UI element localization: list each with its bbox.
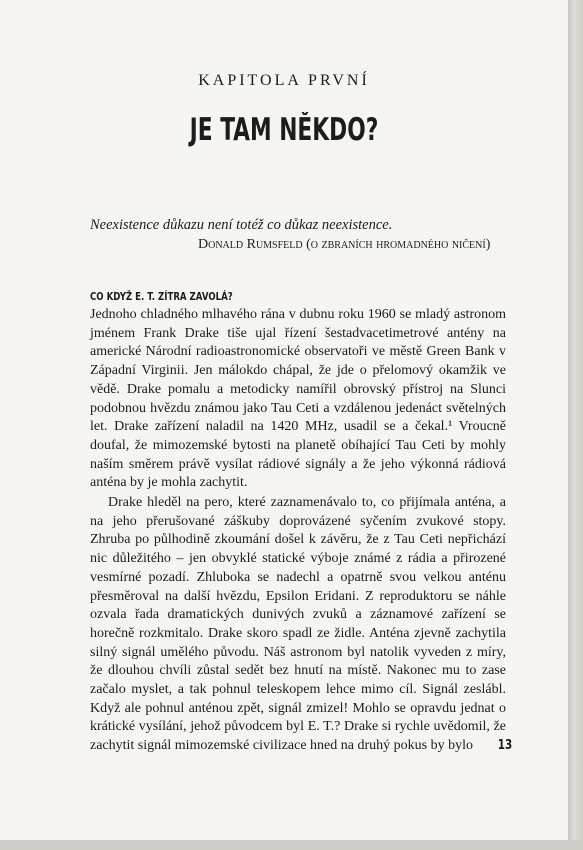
page-number: 13 [497, 738, 513, 753]
epigraph [90, 216, 510, 254]
scan-bottom-edge [0, 840, 583, 850]
page-edge [568, 0, 583, 850]
chapter-label: KAPITOLA PRVNÍ [198, 72, 370, 89]
chapter-title: JE TAM NĚKDO? [189, 112, 379, 148]
paragraph: Jednoho chladného mlhavého rána v dubnu roku 1960 se mladý astronom jménem Frank Drake tiše ujal řízení šestadvacetimetrové antény na americké Národní radioastronomické observatoři ve městě Green Bank v Západní Virginii. Jen málokdo chápal, že jde o přelomový okamžik ve vědě. Drake pomalu a metodicky namířil obrovský přístroj na Slunci podobnou hvězdu známou jako Tau Ceti a vzdálenou jedenáct světelných let. Drake zařízení naladil na 1420 MHz, usadil se a čekal.¹ Vroucně doufal, že mimozemské bytosti na planetě obíhající Tau Ceti by mohly naším směrem právě vysílat rádiové signály a že jeho výkonná rádiová anténa by je mohla zachytit. [90, 307, 506, 491]
body-text [90, 306, 506, 756]
paragraph: Drake hleděl na pero, které zaznamenávalo to, co přijímala anténa, a na jeho přerušované záškuby doprovázené syčením zvukové stopy. Zhruba po půlhodině zkoumání došel k závěru, že z Tau Ceti nepřichází nic důležitého – jen obvyklé statické výboje známé z rádia a přirozené vesmírné pozadí. Zhluboka se nadechl a opatrně svou velkou anténu přesměroval na další hvězdu, Epsilon Eridani. Z reproduktoru se náhle ozvala řada dramatických dunivých zvuků a záznamové zařízení se horečně rozkmitalo. Drake skoro spadl ze židle. Anténa zjevně zachytila silný signál umělého původu. Náš astronom byl natolik vyveden z míry, že dlouhou chvíli zůstal sedět bez hnutí na místě. Nakonec mu to zase začalo myslet, a tak pohnul teleskopem lehce mimo cíl. Signál zeslábl. Když ale pohnul anténou zpět, signál zmizel! Mohlo se opravdu jednat o krátické vysílání, jehož původcem byl E. T.? Drake si rychle uvědomil, že zachytit signál mimozemské civilizace hned na druhý pokus by bylo [90, 495, 506, 754]
section-heading: CO KDYŽ E. T. ZÍTRA ZAVOLÁ? [90, 290, 233, 303]
epigraph-attribution: Donald Rumsfeld (o zbraních hromadného ničení) [198, 237, 491, 252]
epigraph-quote: Neexistence důkazu není totéž co důkaz neexistence. [90, 217, 393, 233]
